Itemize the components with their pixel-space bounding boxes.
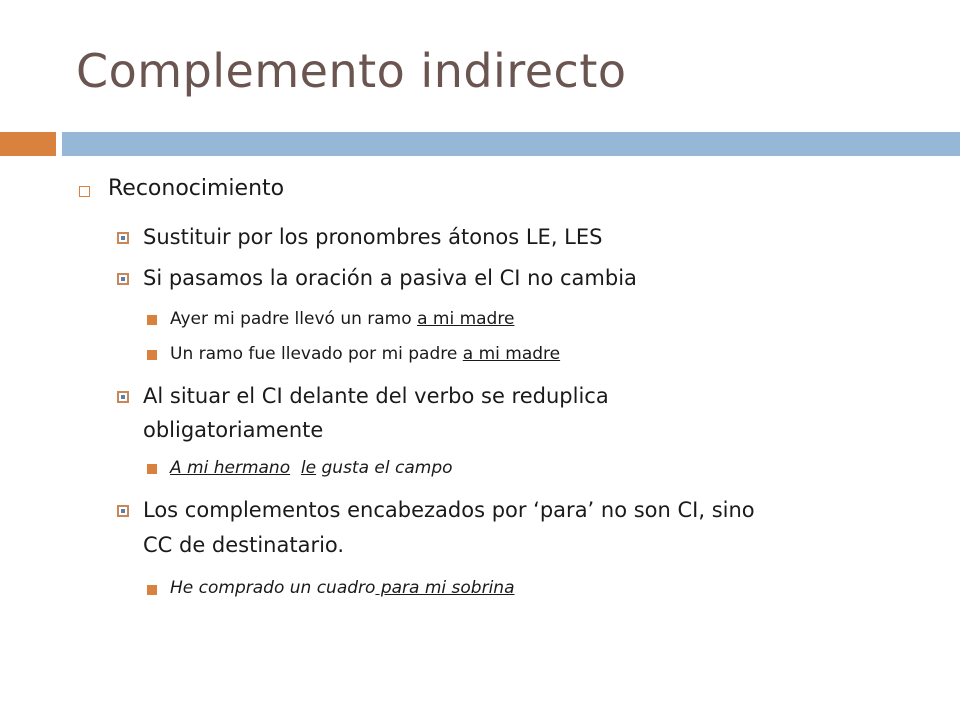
- example-ayer-ci: a mi madre: [417, 309, 515, 329]
- filled-square-bullet-icon: [147, 585, 157, 595]
- point-reduplica-line2: obligatoriamente: [143, 418, 324, 442]
- example-ayer-text: Ayer mi padre llevó un ramo: [170, 309, 418, 329]
- hollow-square-bullet-icon: [79, 186, 90, 197]
- example-ramo-text: Un ramo fue llevado por mi padre: [170, 344, 463, 364]
- square-bullet-icon: [117, 273, 129, 285]
- slide-title: Complemento indirecto: [76, 44, 627, 98]
- example-ramo-ci: a mi madre: [462, 344, 561, 364]
- title-accent-bar: [0, 132, 56, 156]
- example-sobrina-cc: para mi sobrina: [375, 578, 515, 598]
- title-divider-bar: [62, 132, 960, 156]
- example-hermano-le: le: [300, 458, 317, 478]
- example-hermano-ci: A mi hermano: [170, 458, 291, 478]
- square-bullet-icon: [117, 391, 129, 403]
- square-bullet-icon: [117, 232, 129, 244]
- point-para-line2: CC de destinatario.: [143, 533, 345, 557]
- example-sobrina: [170, 578, 515, 598]
- example-hermano: [170, 458, 453, 478]
- point-para-line1: Los complementos encabezados por ‘para’ no son CI, sino: [143, 498, 755, 522]
- example-ayer: [170, 309, 514, 329]
- filled-square-bullet-icon: [147, 350, 157, 360]
- example-ramo: [170, 344, 560, 364]
- point-reduplica-line1: Al situar el CI delante del verbo se reduplica: [143, 384, 609, 408]
- example-hermano-gap: [290, 458, 301, 478]
- square-bullet-icon: [117, 505, 129, 517]
- filled-square-bullet-icon: [147, 315, 157, 325]
- example-sobrina-text: He comprado un cuadro: [170, 578, 376, 598]
- point-sustituir: Sustituir por los pronombres átonos LE, LES: [143, 225, 603, 249]
- filled-square-bullet-icon: [147, 464, 157, 474]
- point-pasiva: Si pasamos la oración a pasiva el CI no cambia: [143, 266, 637, 290]
- example-hermano-rest: gusta el campo: [316, 458, 453, 478]
- heading-reconocimiento: Reconocimiento: [108, 176, 285, 201]
